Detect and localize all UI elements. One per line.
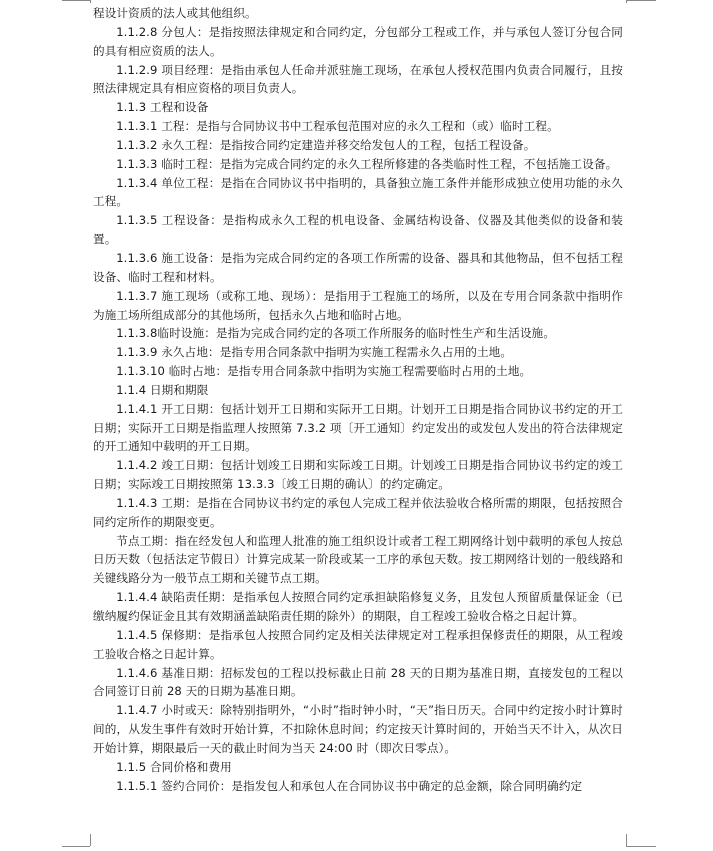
crop-mark-bottom-left [62, 846, 90, 847]
clause-1-1-3-2: 1.1.3.2 永久工程：是指按合同约定建造并移交给发包人的工程，包括工程设备。 [116, 137, 536, 152]
clause-1-1-4-4: 1.1.4.4 缺陷责任期：是指承包人按照合同约定承担缺陷修复义务，且发包人预留质量保证金（已缴纳履约保证金且其有效期涵盖缺陷责任期的除外）的期限，自工程竣工验收合格之日起计算。 [93, 590, 623, 623]
document-body [93, 4, 623, 795]
clause-1-1-5-1: 1.1.5.1 签约合同价：是指发包人和承包人在合同协议书中确定的总金额，除合同明确约定 [116, 778, 583, 793]
clause-1-1-2-8: 1.1.2.8 分包人：是指按照法律规定和合同约定，分包部分工程或工作，并与承包人签订分包合同的具有相应资质的法人。 [93, 24, 623, 58]
clause-1-1-3-7: 1.1.3.7 施工现场（或称工地、现场）：是指用于工程施工的场所，以及在专用合同条款中指明作为施工场所组成部分的其他场所，包括永久占地和临时占地。 [93, 288, 623, 322]
clause-1-1-3-1: 1.1.3.1 工程：是指与合同协议书中工程承包范围对应的永久工程和（或）临时工程。 [116, 119, 559, 134]
crop-mark-top-left [62, 0, 90, 1]
clause-1-1-3-9: 1.1.3.9 永久占地：是指专用合同条款中指明为实施工程需永久占用的土地。 [116, 345, 513, 360]
crop-mark-left [90, 0, 91, 3]
section-heading-1-1-5: 1.1.5 合同价格和费用 [116, 759, 232, 774]
clause-1-1-3-3: 1.1.3.3 临时工程：是指为完成合同约定的永久工程所修建的各类临时性工程，不包括施工设备。 [116, 156, 618, 171]
crop-mark-bottom-right [626, 846, 656, 847]
clause-1-1-3-6: 1.1.3.6 施工设备：是指为完成合同约定的各项工作所需的设备、器具和其他物品，但不包括工程设备、临时工程和材料。 [93, 250, 623, 284]
clause-1-1-4-7: 1.1.4.7 小时或天：除特别指明外，“小时”指时钟小时，“天”指日历天。合同中约定按小时计算时间的，从发生事件有效时开始计算，不扣除休息时间；约定按天计算时间的，开始当天不计入，从次日开始计算，期限最后一天的截止时间为当天 24:00 时（即次日零点）。 [93, 703, 623, 755]
section-heading-1-1-3: 1.1.3 工程和设备 [116, 100, 209, 115]
paragraph-continuation: 程设计资质的法人或其他组织。 [93, 6, 257, 20]
clause-1-1-3-4: 1.1.3.4 单位工程：是指在合同协议书中指明的，具备独立施工条件并能形成独立使用功能的永久工程。 [93, 175, 623, 209]
crop-mark-right [626, 0, 627, 3]
clause-1-1-4-3: 1.1.4.3 工期：是指在合同协议书约定的承包人完成工程并依法验收合格所需的期限，包括按照合同约定所作的期限变更。 [93, 495, 623, 529]
clause-node-period: 节点工期：指在经发包人和监理人批准的施工组织设计或者工程工期网络计划中载明的承包人按总日历天数（包括法定节假日）计算完成某一阶段或某一工序的承包天数。按工期网络计划的一般线路和关键线路分为一般节点工期和关键节点工期。 [93, 533, 623, 586]
section-heading-1-1-4: 1.1.4 日期和期限 [116, 382, 209, 397]
crop-mark-bottom-right-v [626, 834, 627, 846]
clause-1-1-4-6: 1.1.4.6 基准日期：招标发包的工程以投标截止日前 28 天的日期为基准日期，直接发包的工程以合同签订日前 28 天的日期为基准日期。 [93, 665, 623, 699]
clause-1-1-3-10: 1.1.3.10 临时占地：是指专用合同条款中指明为实施工程需要临时占用的土地。 [116, 364, 532, 379]
clause-1-1-4-1: 1.1.4.1 开工日期：包括计划开工日期和实际开工日期。计划开工日期是指合同协议书约定的开工日期；实际开工日期是指监理人按照第 7.3.2 项〔开工通知〕约定发出的或发包人发出的符合法律规定的开工通知中载明的开工日期。 [93, 401, 623, 454]
clause-1-1-2-9: 1.1.2.9 项目经理：是指由承包人任命并派驻施工现场，在承包人授权范围内负责合同履行，且按照法律规定具有相应资格的项目负责人。 [93, 62, 623, 96]
clause-1-1-4-5: 1.1.4.5 保修期：是指承包人按照合同约定及相关法律规定对工程承担保修责任的期限，从工程竣工验收合格之日起计算。 [93, 627, 623, 661]
crop-mark-top-right [626, 0, 656, 1]
clause-1-1-4-2: 1.1.4.2 竣工日期：包括计划竣工日期和实际竣工日期。计划竣工日期是指合同协议书约定的竣工日期；实际竣工日期按照第 13.3.3〔竣工日期的确认〕的约定确定。 [93, 458, 623, 492]
clause-1-1-3-5: 1.1.3.5 工程设备：是指构成永久工程的机电设备、金属结构设备、仪器及其他类似的设备和装置。 [93, 213, 623, 247]
crop-mark-bottom-left-v [90, 834, 91, 846]
clause-1-1-3-8: 1.1.3.8临时设施：是指为完成合同约定的各项工作所服务的临时性生产和生活设施。 [116, 326, 556, 341]
